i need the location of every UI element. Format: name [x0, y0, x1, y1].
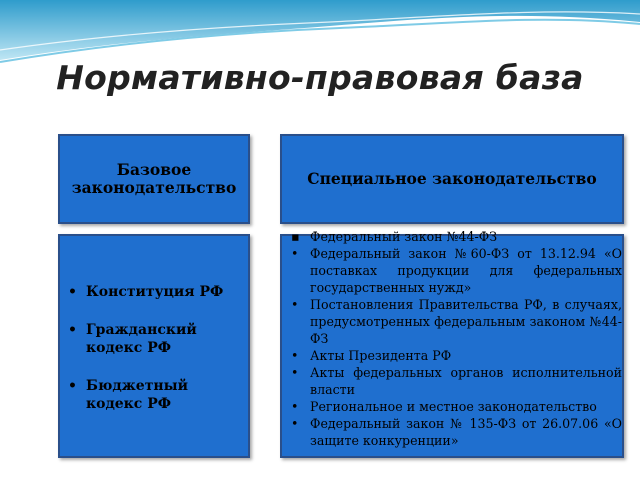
basic-legislation-heading: Базовое законодательство — [71, 160, 237, 197]
basic-legislation-list — [68, 283, 244, 433]
special-legislation-heading: Специальное законодательство — [307, 169, 597, 188]
basic-legislation-header — [58, 134, 250, 224]
list-item: • Региональное и местное законодательство — [288, 398, 622, 415]
page-title: Нормативно-правовая база — [56, 58, 584, 97]
list-item: • Федеральный закон № 135-ФЗ от 26.07.06 «О защите конкуренции» — [288, 415, 622, 449]
list-item: • Бюджетный кодекс РФ — [68, 377, 244, 413]
list-item: • Федеральный закон №60-ФЗ от 13.12.94 «О поставках продукции для федеральных государственных нужд» — [288, 245, 622, 296]
special-legislation-list — [288, 228, 622, 449]
special-legislation-header — [280, 134, 624, 224]
list-item: • Конституция РФ — [68, 283, 244, 301]
list-item: ▪ Федеральный закон №44-ФЗ — [288, 228, 622, 245]
list-item: • Гражданский кодекс РФ — [68, 321, 244, 357]
list-item: • Постановления Правительства РФ, в случаях, предусмотренных федеральным законом №44-ФЗ — [288, 296, 622, 347]
list-item: • Акты Президента РФ — [288, 347, 622, 364]
special-legislation-list-box — [280, 229, 624, 458]
list-item: • Акты федеральных органов исполнительной власти — [288, 364, 622, 398]
basic-legislation-list-box — [58, 234, 250, 458]
